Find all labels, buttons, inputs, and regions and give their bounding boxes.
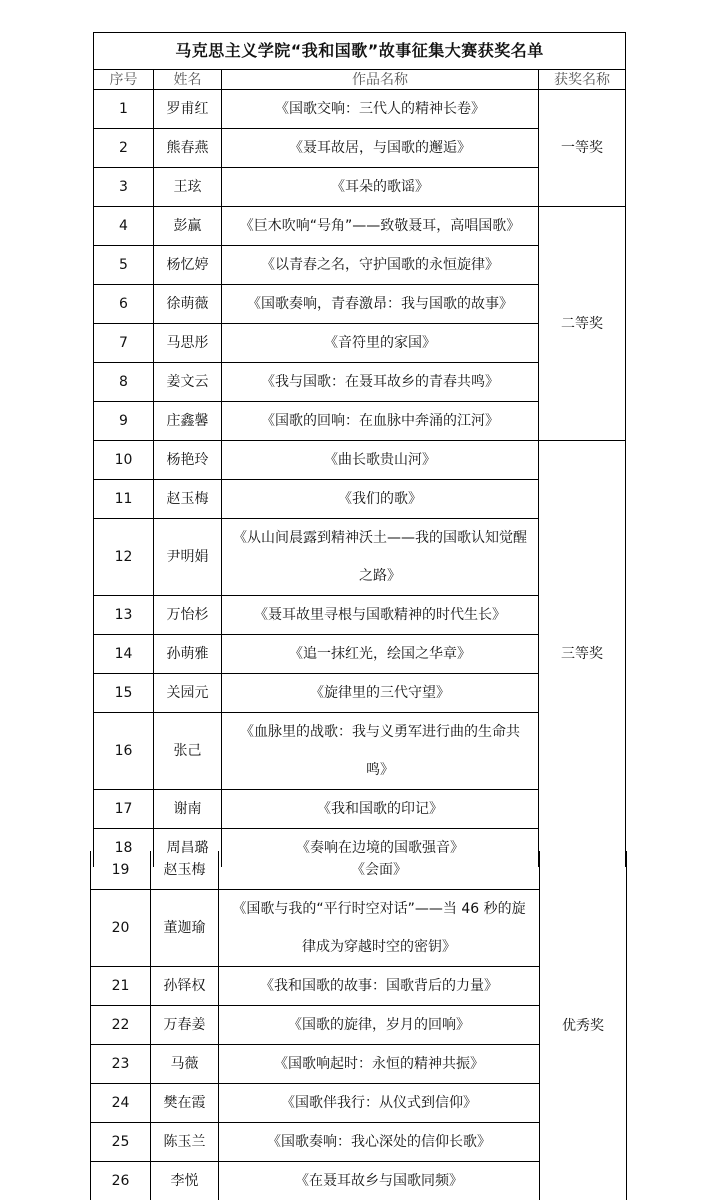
row-name: 王玹 (154, 168, 222, 207)
row-work: 《从山间晨露到精神沃土——我的国歌认知觉醒之路》 (222, 519, 539, 596)
row-no: 19 (91, 851, 151, 890)
row-no: 21 (91, 967, 151, 1006)
row-work: 《我和国歌的故事：国歌背后的力量》 (219, 967, 540, 1006)
row-work: 《国歌的旋律，岁月的回响》 (219, 1006, 540, 1045)
row-no: 13 (94, 596, 154, 635)
table-row (94, 441, 626, 480)
table-row (94, 207, 626, 246)
row-work: 《耳朵的歌谣》 (222, 168, 539, 207)
row-work: 《曲长歌贵山河》 (222, 441, 539, 480)
row-no: 18 (94, 829, 154, 868)
row-name: 罗甫红 (154, 90, 222, 129)
row-no: 14 (94, 635, 154, 674)
row-no: 22 (91, 1006, 151, 1045)
header-award: 获奖名称 (539, 70, 626, 90)
row-name: 张己 (154, 713, 222, 790)
row-work: 《旋律里的三代守望》 (222, 674, 539, 713)
row-no: 15 (94, 674, 154, 713)
row-name: 庄鑫馨 (154, 402, 222, 441)
row-name: 万怡杉 (154, 596, 222, 635)
row-no: 24 (91, 1084, 151, 1123)
row-name: 杨忆婷 (154, 246, 222, 285)
row-work: 《巨木吹响“号角”——致敬聂耳，高唱国歌》 (222, 207, 539, 246)
row-work: 《国歌交响：三代人的精神长卷》 (222, 90, 539, 129)
row-name: 樊在霞 (151, 1084, 219, 1123)
table-row (91, 851, 627, 890)
row-no: 9 (94, 402, 154, 441)
row-no: 8 (94, 363, 154, 402)
row-name: 陈玉兰 (151, 1123, 219, 1162)
row-work: 《音符里的家国》 (222, 324, 539, 363)
row-name: 马薇 (151, 1045, 219, 1084)
row-work: 《国歌的回响：在血脉中奔涌的江河》 (222, 402, 539, 441)
row-no: 7 (94, 324, 154, 363)
page-title: 马克思主义学院“我和国歌”故事征集大赛获奖名单 (94, 33, 626, 70)
row-name: 赵玉梅 (154, 480, 222, 519)
row-no: 10 (94, 441, 154, 480)
row-no: 6 (94, 285, 154, 324)
row-no: 5 (94, 246, 154, 285)
row-work: 《血脉里的战歌：我与义勇军进行曲的生命共鸣》 (222, 713, 539, 790)
row-work: 《在聂耳故乡与国歌同频》 (219, 1162, 540, 1200)
table-row (94, 90, 626, 129)
row-no: 26 (91, 1162, 151, 1200)
row-no: 4 (94, 207, 154, 246)
header-no: 序号 (94, 70, 154, 90)
row-work: 《奏响在边境的国歌强音》 (222, 829, 539, 868)
row-name: 熊春燕 (154, 129, 222, 168)
award-excellent: 优秀奖 (540, 851, 627, 1200)
row-name: 谢南 (154, 790, 222, 829)
row-work: 《我与国歌：在聂耳故乡的青春共鸣》 (222, 363, 539, 402)
row-work: 《国歌与我的“平行时空对话”——当 46 秒的旋律成为穿越时空的密钥》 (219, 890, 540, 967)
row-work: 《国歌响起时：永恒的精神共振》 (219, 1045, 540, 1084)
award-second: 二等奖 (539, 207, 626, 441)
header-name: 姓名 (154, 70, 222, 90)
row-name: 徐萌薇 (154, 285, 222, 324)
row-name: 彭赢 (154, 207, 222, 246)
row-name: 姜文云 (154, 363, 222, 402)
row-no: 3 (94, 168, 154, 207)
row-name: 周昌璐 (154, 829, 222, 868)
award-third: 三等奖 (539, 441, 626, 868)
row-name: 孙铎权 (151, 967, 219, 1006)
row-name: 关园元 (154, 674, 222, 713)
row-name: 赵玉梅 (151, 851, 219, 890)
row-work: 《国歌伴我行：从仪式到信仰》 (219, 1084, 540, 1123)
row-work: 《国歌奏响：我心深处的信仰长歌》 (219, 1123, 540, 1162)
row-work: 《追一抹红光，绘国之华章》 (222, 635, 539, 674)
row-work: 《聂耳故居，与国歌的邂逅》 (222, 129, 539, 168)
award-table (93, 32, 626, 867)
table-header-row (94, 70, 626, 90)
row-no: 1 (94, 90, 154, 129)
row-name: 马思彤 (154, 324, 222, 363)
row-name: 孙萌雅 (154, 635, 222, 674)
row-name: 杨艳玲 (154, 441, 222, 480)
row-work: 《我们的歌》 (222, 480, 539, 519)
header-work: 作品名称 (222, 70, 539, 90)
row-no: 17 (94, 790, 154, 829)
row-no: 16 (94, 713, 154, 790)
row-no: 11 (94, 480, 154, 519)
row-work: 《会面》 (219, 851, 540, 890)
row-name: 董迦瑜 (151, 890, 219, 967)
row-work: 《聂耳故里寻根与国歌精神的时代生长》 (222, 596, 539, 635)
row-name: 万春姜 (151, 1006, 219, 1045)
row-name: 李悦 (151, 1162, 219, 1200)
row-no: 25 (91, 1123, 151, 1162)
row-no: 20 (91, 890, 151, 967)
row-no: 23 (91, 1045, 151, 1084)
award-table-continued (90, 851, 627, 1200)
row-no: 2 (94, 129, 154, 168)
row-work: 《我和国歌的印记》 (222, 790, 539, 829)
row-work: 《国歌奏响，青春激昂：我与国歌的故事》 (222, 285, 539, 324)
row-work: 《以青春之名，守护国歌的永恒旋律》 (222, 246, 539, 285)
row-no: 12 (94, 519, 154, 596)
row-name: 尹明娟 (154, 519, 222, 596)
award-first: 一等奖 (539, 90, 626, 207)
